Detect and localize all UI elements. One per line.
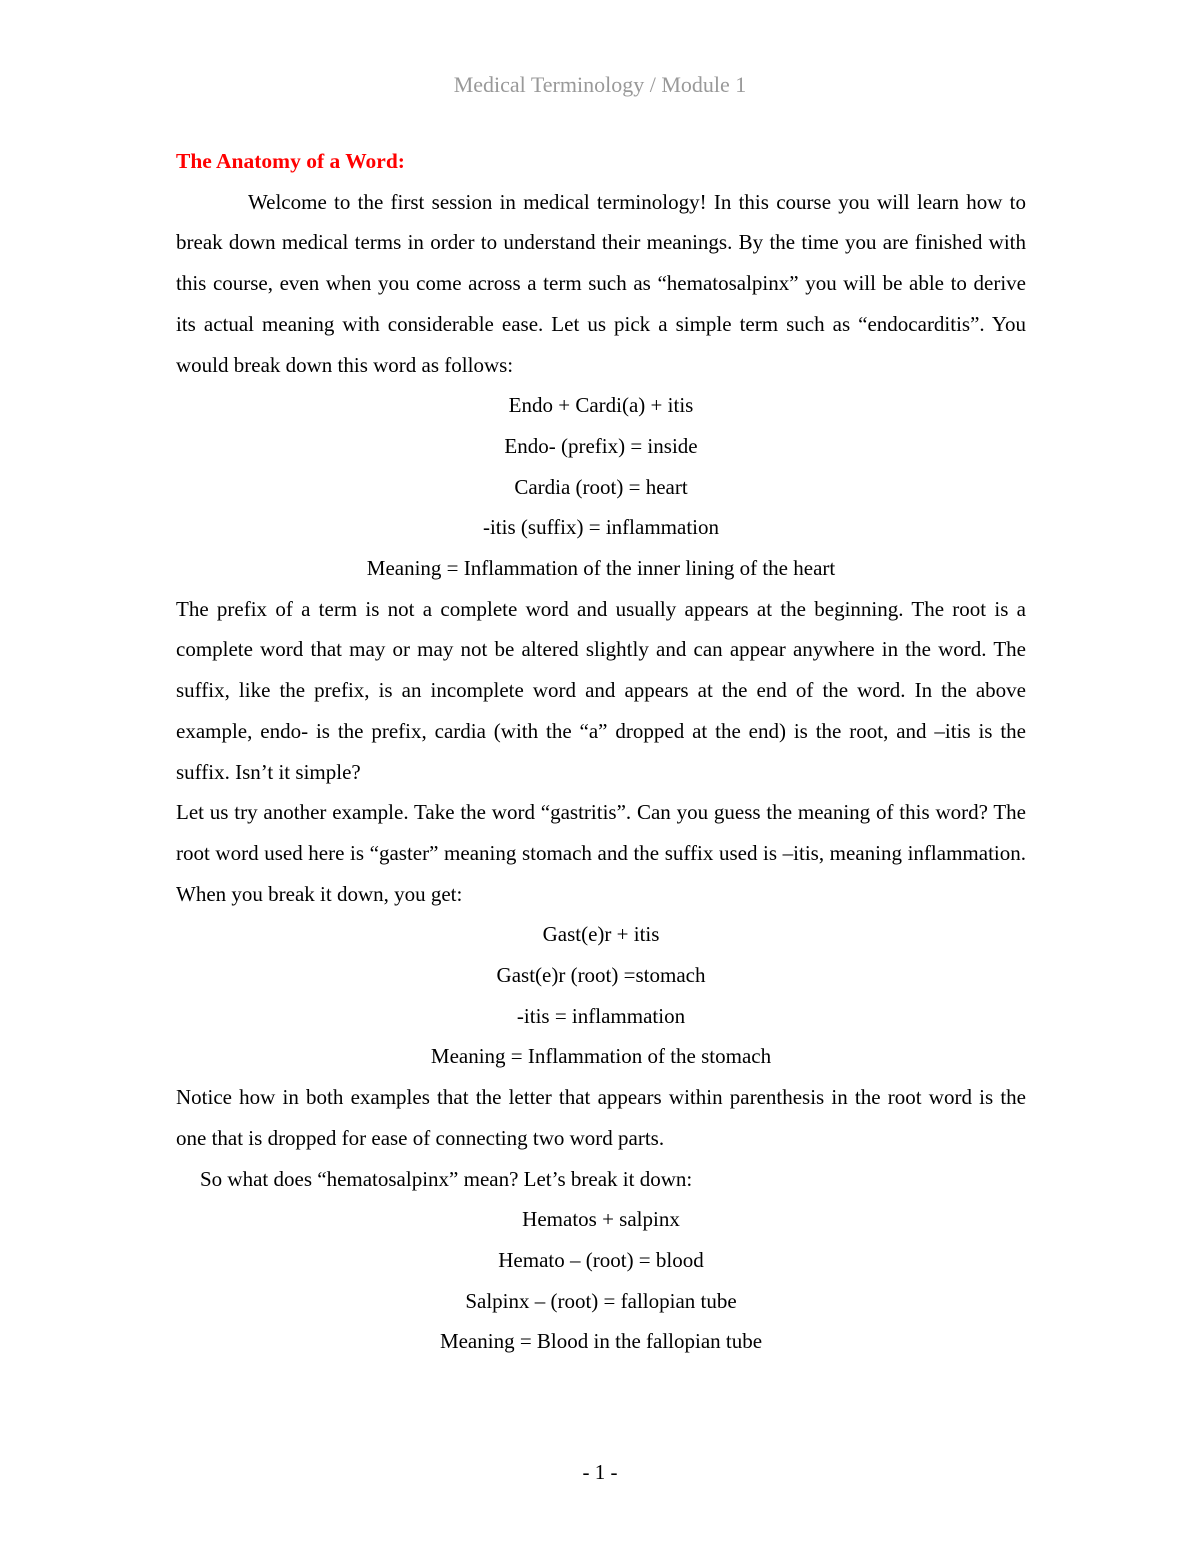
second-example-paragraph: Let us try another example. Take the word “gastritis”. Can you guess the meaning of this word? The root word used here is “gaster” meaning stomach and the suffix used is –itis, meaning inflammation. When you break it down, you get:	[176, 800, 1026, 906]
intro-paragraph: Welcome to the first session in medical terminology! In this course you will learn how to break down medical terms in order to understand their meanings. By the time you are finished with this course, even when you come across a term such as “hematosalpinx” you will be able to derive its actual meaning with considerable ease. Let us pick a simple term such as “endocarditis”. You would break down this word as follows:	[176, 189, 1026, 377]
example-line: Hemato – (root) = blood	[498, 1247, 704, 1272]
example-line: Meaning = Inflammation of the inner lining of the heart	[366, 556, 836, 581]
example-line: Gast(e)r (root) =stomach	[496, 963, 706, 988]
example-line: Hematos + salpinx	[522, 1207, 680, 1232]
notice-paragraph: Notice how in both examples that the letter that appears within parenthesis in the root word is the one that is dropped for ease of connecting two word parts.	[176, 1085, 1026, 1150]
example-endocarditis	[176, 385, 1026, 589]
example-line: Endo- (prefix) = inside	[504, 433, 698, 458]
example-hematosalpinx	[176, 1199, 1026, 1362]
example-line: Cardia (root) = heart	[514, 474, 688, 499]
question-paragraph: So what does “hematosalpinx” mean? Let’s break it down:	[200, 1166, 693, 1191]
example-gastritis	[176, 914, 1026, 1077]
example-line: Meaning = Inflammation of the stomach	[430, 1044, 772, 1069]
example-line: -itis = inflammation	[516, 1003, 686, 1028]
page-number: - 1 -	[582, 1460, 618, 1484]
page-content	[176, 141, 1026, 1362]
example-line: Endo + Cardi(a) + itis	[508, 393, 694, 418]
example-line: -itis (suffix) = inflammation	[482, 515, 719, 540]
explanation-paragraph: The prefix of a term is not a complete word and usually appears at the beginning. The root is a complete word that may or may not be altered slightly and can appear anywhere in the word. The suffix, like the prefix, is an incomplete word and appears at the end of the word. In the above example, endo- is the prefix, cardia (with the “a” dropped at the end) is the root, and –itis is the suffix. Isn’t it simple?	[176, 596, 1026, 784]
running-header: Medical Terminology / Module 1	[453, 72, 747, 97]
section-heading: The Anatomy of a Word:	[176, 149, 405, 173]
example-line: Meaning = Blood in the fallopian tube	[439, 1329, 763, 1354]
example-line: Salpinx – (root) = fallopian tube	[465, 1288, 737, 1313]
example-line: Gast(e)r + itis	[542, 922, 660, 947]
